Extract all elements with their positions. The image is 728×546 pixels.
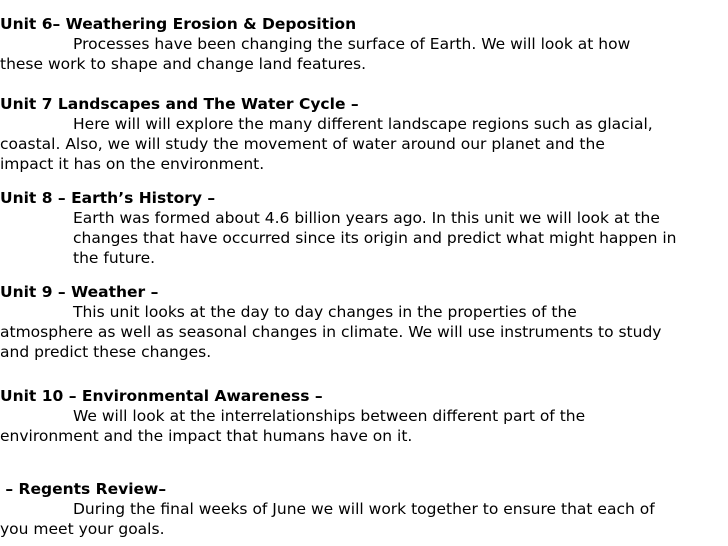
unit-8-section — [0, 188, 728, 268]
unit-6-description-line: Processes have been changing the surface of Earth. We will look at how — [73, 35, 631, 53]
unit-8-title: Unit 8 – Earth’s History – — [0, 189, 216, 207]
unit-6-section — [0, 14, 728, 74]
regents-review-description-line: During the final weeks of June we will work together to ensure that each of — [73, 500, 655, 518]
unit-7-title: Unit 7 Landscapes and The Water Cycle – — [0, 95, 359, 113]
regents-review-section — [0, 479, 728, 539]
unit-10-description-line: We will look at the interrelationships between different part of the — [73, 407, 586, 425]
unit-9-description-line: atmosphere as well as seasonal changes in climate. We will use instruments to study — [0, 323, 662, 341]
unit-10-description-line: environment and the impact that humans have on it. — [0, 427, 413, 445]
unit-7-description-line: impact it has on the environment. — [0, 155, 265, 173]
unit-6-title: Unit 6– Weathering Erosion & Deposition — [0, 15, 357, 33]
unit-8-description-line: changes that have occurred since its origin and predict what might happen in — [73, 229, 677, 247]
unit-10-title: Unit 10 – Environmental Awareness – — [0, 387, 323, 405]
unit-7-description-line: Here will will explore the many different landscape regions such as glacial, — [73, 115, 653, 133]
regents-review-description-line: you meet your goals. — [0, 520, 165, 538]
unit-9-description-line: and predict these changes. — [0, 343, 212, 361]
unit-8-description-line: the future. — [73, 249, 156, 267]
unit-9-section — [0, 282, 728, 362]
unit-9-description-line: This unit looks at the day to day changes in the properties of the — [73, 303, 577, 321]
unit-7-section — [0, 94, 728, 174]
regents-review-title: – Regents Review– — [0, 480, 167, 498]
unit-7-description-line: coastal. Also, we will study the movement of water around our planet and the — [0, 135, 605, 153]
unit-6-description-line: these work to shape and change land features. — [0, 55, 367, 73]
unit-10-section — [0, 386, 728, 446]
unit-9-title: Unit 9 – Weather – — [0, 283, 159, 301]
unit-8-description-line: Earth was formed about 4.6 billion years ago. In this unit we will look at the — [73, 209, 660, 227]
